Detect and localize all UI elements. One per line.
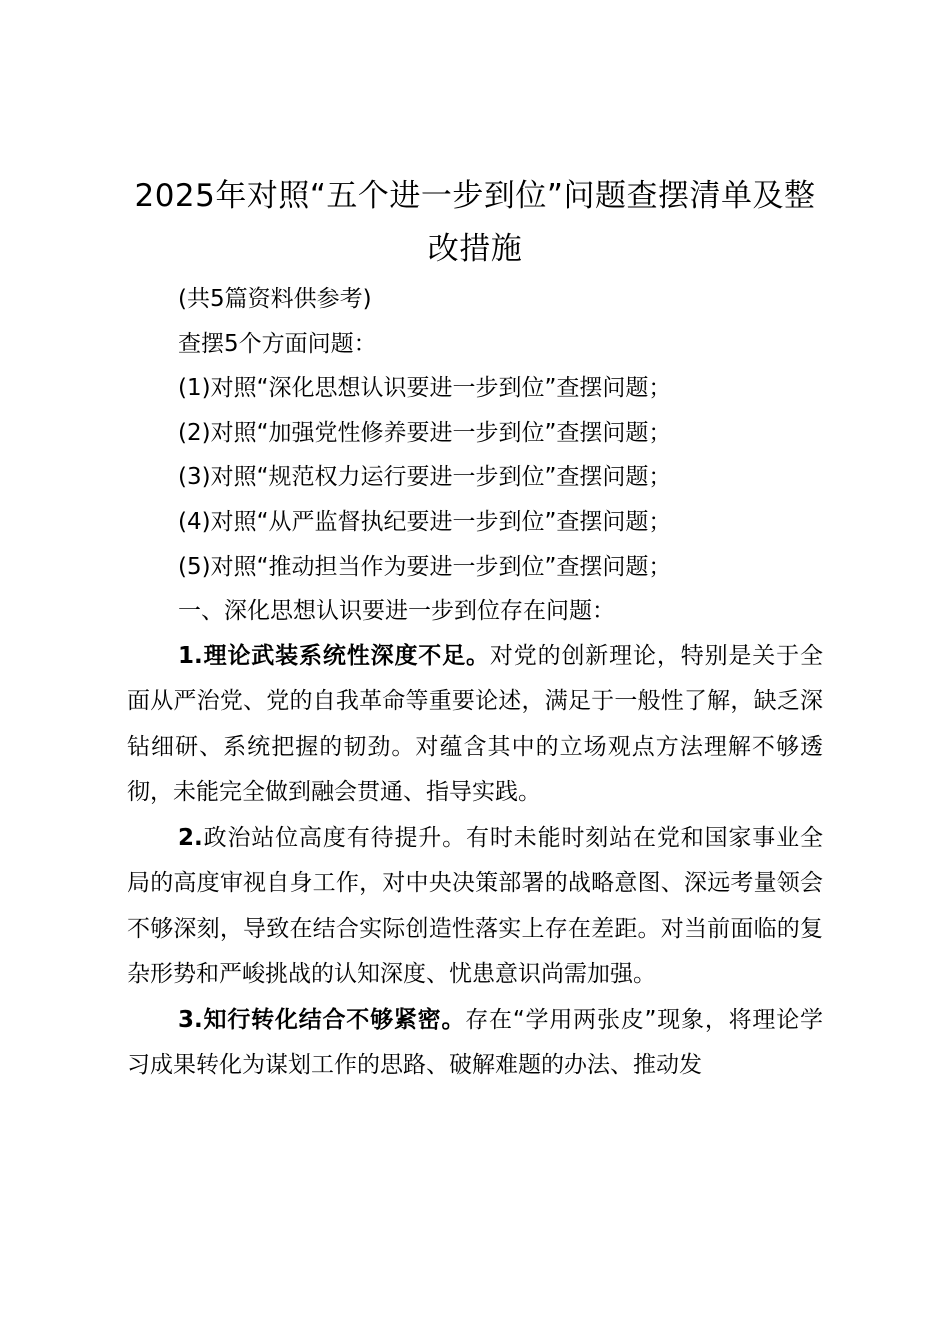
document-title: 2025年对照“五个进一步到位”问题查摆清单及整改措施	[134, 178, 816, 267]
problem-paragraph	[127, 998, 823, 1089]
reference-note: (共5篇资料供参考)	[178, 286, 372, 312]
problem-lead: 2.	[178, 824, 203, 851]
section-heading: 一、深化思想认识要进一步到位存在问题：	[178, 598, 615, 625]
problem-lead: 3.知行转化结合不够紧密。	[178, 1006, 466, 1033]
problem-text: 政治站位高度有待提升。有时未能时刻站在党和国家事业全局的高度审视自身工作，对中央决策部署的战略意图、深远考量领会不够深刻，导致在结合实际创造性落实上存在差距。对当前面临的复杂形势和严峻挑战的认知深度、忧患意识尚需加强。	[127, 824, 823, 988]
intro-line: 查摆5个方面问题：	[178, 330, 377, 357]
aspect-item: (4)对照“从严监督执纪要进一步到位”查摆问题；	[178, 508, 672, 535]
problem-text: 对党的创新理论，特别是关于全面从严治党、党的自我革命等重要论述，满足于一般性了解，缺乏深钻细研、系统把握的韧劲。对蕴含其中的立场观点方法理解不够透彻，未能完全做到融会贯通、指导实践。	[127, 642, 824, 806]
aspect-item: (5)对照“推动担当作为要进一步到位”查摆问题；	[178, 553, 672, 580]
aspect-item: (1)对照“深化思想认识要进一步到位”查摆问题；	[178, 375, 672, 402]
problem-text: 存在“学用两张皮”现象，将理论学习成果转化为谋划工作的思路、破解难题的办法、推动发	[127, 1006, 823, 1079]
problem-paragraph	[127, 816, 823, 998]
problem-lead: 1.理论武装系统性深度不足。	[178, 642, 490, 669]
aspect-item: (2)对照“加强党性修养要进一步到位”查摆问题；	[178, 419, 672, 446]
aspect-item: (3)对照“规范权力运行要进一步到位”查摆问题；	[178, 464, 672, 491]
document-body	[127, 277, 823, 1089]
problem-paragraph	[127, 634, 823, 816]
